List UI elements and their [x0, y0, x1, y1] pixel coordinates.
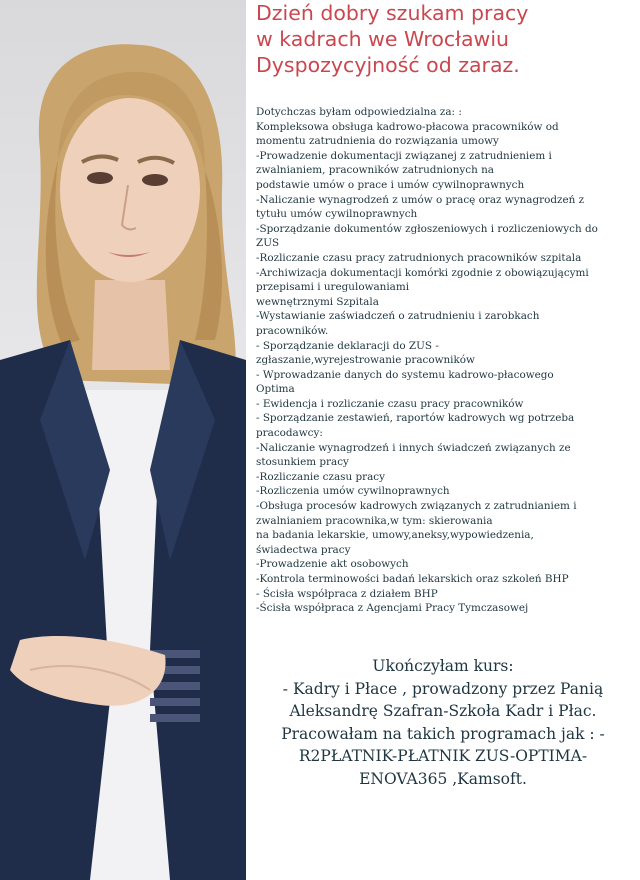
duty-line: -Rozliczanie czasu pracy: [256, 470, 385, 483]
text-panel: [246, 0, 640, 880]
duty-line: wewnętrznymi Szpitala: [256, 295, 379, 308]
duty-line: - Ścisła współpraca z działem BHP: [256, 587, 438, 600]
qualifications: [246, 655, 640, 790]
duty-line: -Prowadzenie dokumentacji związanej z zatrudnieniem i: [256, 149, 552, 162]
duty-line: -Rozliczanie czasu pracy zatrudnionych pracowników szpitala: [256, 251, 582, 264]
footer-line: Ukończyłam kurs:: [372, 657, 514, 675]
duty-line: zwalnianiem, pracowników zatrudnionych na: [256, 164, 494, 177]
duty-line: - Ewidencja i rozliczanie czasu pracy pracowników: [256, 397, 524, 410]
duty-line: pracodawcy:: [256, 427, 323, 440]
duty-line: -Ścisła współpraca z Agencjami Pracy Tymczasowej: [256, 602, 529, 615]
duty-line: Kompleksowa obsługa kadrowo-płacowa pracowników od: [256, 120, 559, 133]
duty-line: świadectwa pracy: [256, 543, 351, 556]
portrait-photo: [0, 0, 246, 880]
duty-line: przepisami i uregulowaniami: [256, 281, 410, 294]
duty-line: -Sporządzanie dokumentów zgłoszeniowych i rozliczeniowych do: [256, 222, 598, 235]
duty-line: -Prowadzenie akt osobowych: [256, 558, 409, 571]
duty-line: zgłaszanie,wyrejestrowanie pracowników: [256, 354, 475, 367]
headline-line: w kadrach we Wrocławiu: [256, 27, 510, 51]
duty-line: -Obsługa procesów kadrowych związanych z zatrudnianiem i: [256, 500, 577, 513]
duty-line: Optima: [256, 383, 295, 396]
duty-line: -Archiwizacja dokumentacji komórki zgodnie z obowiązującymi: [256, 266, 589, 279]
duty-line: na badania lekarskie, umowy,aneksy,wypowiedzenia,: [256, 529, 534, 542]
duty-line: podstawie umów o prace i umów cywilnoprawnych: [256, 178, 525, 191]
footer-line: - Kadry i Płace , prowadzony przez Panią: [282, 679, 604, 698]
footer-line: Pracowałam na takich programach jak : -: [281, 724, 605, 743]
headline: [256, 0, 636, 78]
duty-line: - Sporządzanie zestawień, raportów kadrowych wg potrzeba: [256, 412, 575, 425]
footer-line: Aleksandrę Szafran-Szkoła Kadr i Płac.: [289, 702, 597, 720]
headline-line: Dyspozycyjność od zaraz.: [256, 53, 520, 77]
duty-line: stosunkiem pracy: [256, 456, 349, 469]
duty-line: momentu zatrudnienia do rozwiązania umowy: [256, 135, 499, 148]
duty-line: ZUS: [256, 237, 280, 250]
duty-line: -Kontrola terminowości badań lekarskich oraz szkoleń BHP: [256, 573, 569, 585]
duty-line: -Rozliczenia umów cywilnoprawnych: [256, 485, 450, 498]
duty-line: -Naliczanie wynagrodzeń i innych świadczeń związanych ze: [256, 441, 571, 454]
footer-line: ENOVA365 ,Kamsoft.: [359, 769, 527, 788]
duty-line: - Wprowadzanie danych do systemu kadrowo-płacowego: [256, 368, 554, 381]
duty-line: Dotychczas byłam odpowiedzialna za: :: [256, 106, 462, 118]
duty-line: -Wystawianie zaświadczeń o zatrudnieniu i zarobkach: [256, 310, 540, 323]
headline-line: Dzień dobry szukam pracy: [256, 1, 529, 25]
duty-line: pracowników.: [256, 324, 329, 337]
duty-line: tytułu umów cywilnoprawnych: [256, 208, 418, 221]
duty-line: zwalnianiem pracownika,w tym: skierowania: [256, 514, 493, 527]
duty-line: - Sporządzanie deklaracji do ZUS -: [256, 339, 439, 352]
duties-list: [256, 105, 636, 616]
footer-line: R2PŁATNIK-PŁATNIK ZUS-OPTIMA-: [298, 747, 588, 765]
duty-line: -Naliczanie wynagrodzeń z umów o pracę oraz wynagrodzeń z: [256, 193, 585, 206]
